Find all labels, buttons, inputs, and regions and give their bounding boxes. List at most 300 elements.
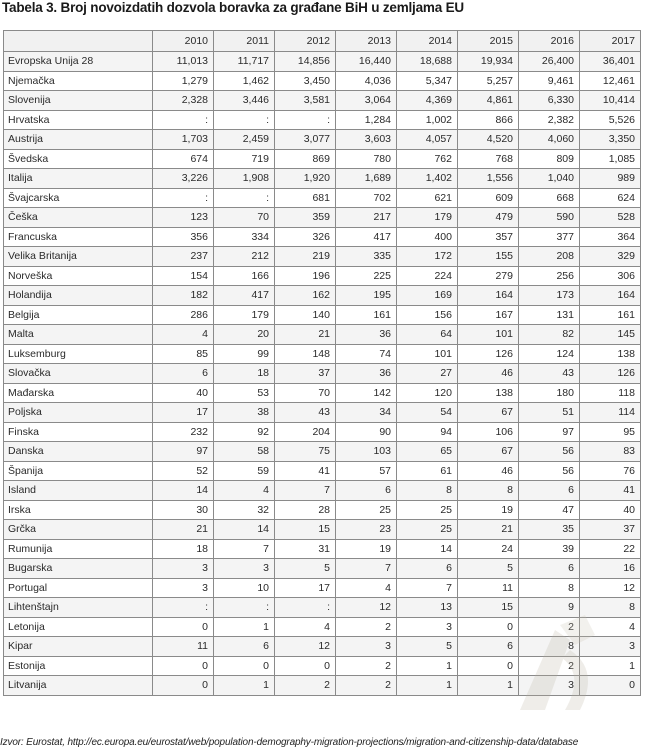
value-cell: 17	[153, 403, 214, 423]
value-cell: 182	[153, 286, 214, 306]
table-row	[4, 169, 641, 189]
value-cell: 3	[153, 559, 214, 579]
value-cell: 4,861	[458, 91, 519, 111]
value-cell: 2,459	[214, 130, 275, 150]
value-cell: 41	[580, 481, 641, 501]
value-cell: 16	[580, 559, 641, 579]
value-cell: 326	[275, 227, 336, 247]
value-cell: 681	[275, 188, 336, 208]
value-cell: 208	[519, 247, 580, 267]
value-cell: 2	[519, 617, 580, 637]
value-cell: 1	[397, 656, 458, 676]
value-cell: 217	[336, 208, 397, 228]
value-cell: 3	[580, 637, 641, 657]
value-cell: 6	[214, 637, 275, 657]
table-row	[4, 91, 641, 111]
value-cell: 8	[519, 578, 580, 598]
country-cell: Češka	[4, 208, 153, 228]
value-cell: 5	[458, 559, 519, 579]
country-cell: Evropska Unija 28	[4, 52, 153, 72]
table-row	[4, 637, 641, 657]
value-cell: 1,703	[153, 130, 214, 150]
value-cell: 5,257	[458, 71, 519, 91]
country-cell: Bugarska	[4, 559, 153, 579]
country-cell: Poljska	[4, 403, 153, 423]
table-title: Tabela 3. Broj novoizdatih dozvola boravka za građane BiH u zemljama EU	[2, 0, 464, 15]
value-cell: 0	[458, 656, 519, 676]
value-cell: 172	[397, 247, 458, 267]
value-cell: 7	[397, 578, 458, 598]
value-cell: 12	[580, 578, 641, 598]
value-cell: 11	[458, 578, 519, 598]
value-cell: 5,526	[580, 110, 641, 130]
value-cell: 14	[214, 520, 275, 540]
value-cell: 2,328	[153, 91, 214, 111]
value-cell: 6	[397, 559, 458, 579]
country-cell: Slovenija	[4, 91, 153, 111]
value-cell: 22	[580, 539, 641, 559]
value-cell: 92	[214, 422, 275, 442]
value-cell: 528	[580, 208, 641, 228]
value-cell: 6	[519, 481, 580, 501]
value-cell: 14,856	[275, 52, 336, 72]
value-cell: 10	[214, 578, 275, 598]
table-row	[4, 325, 641, 345]
value-cell: 103	[336, 442, 397, 462]
table-row	[4, 539, 641, 559]
value-cell: 145	[580, 325, 641, 345]
value-cell: 1	[214, 617, 275, 637]
value-cell: 67	[458, 403, 519, 423]
value-cell: 12	[275, 637, 336, 657]
value-cell: 38	[214, 403, 275, 423]
value-cell: 20	[214, 325, 275, 345]
country-cell: Francuska	[4, 227, 153, 247]
value-cell: 40	[580, 500, 641, 520]
value-cell: 11,013	[153, 52, 214, 72]
value-cell: 3,446	[214, 91, 275, 111]
value-cell: 180	[519, 383, 580, 403]
value-cell: 47	[519, 500, 580, 520]
value-cell: 19	[458, 500, 519, 520]
value-cell: 138	[458, 383, 519, 403]
country-cell: Njemačka	[4, 71, 153, 91]
value-cell: 118	[580, 383, 641, 403]
value-cell: 41	[275, 461, 336, 481]
value-cell: 30	[153, 500, 214, 520]
value-cell: :	[214, 598, 275, 618]
value-cell: 719	[214, 149, 275, 169]
value-cell: 3,603	[336, 130, 397, 150]
value-cell: 3,226	[153, 169, 214, 189]
value-cell: 2	[336, 656, 397, 676]
value-cell: 142	[336, 383, 397, 403]
value-cell: 204	[275, 422, 336, 442]
value-cell: :	[275, 110, 336, 130]
value-cell: 7	[336, 559, 397, 579]
value-cell: 768	[458, 149, 519, 169]
value-cell: 1,284	[336, 110, 397, 130]
value-cell: 306	[580, 266, 641, 286]
value-cell: 23	[336, 520, 397, 540]
value-cell: 3	[214, 559, 275, 579]
country-cell: Kipar	[4, 637, 153, 657]
value-cell: 357	[458, 227, 519, 247]
table-row	[4, 344, 641, 364]
value-cell: 232	[153, 422, 214, 442]
value-cell: 82	[519, 325, 580, 345]
country-cell: Grčka	[4, 520, 153, 540]
value-cell: 90	[336, 422, 397, 442]
value-cell: 4	[214, 481, 275, 501]
value-cell: 164	[458, 286, 519, 306]
value-cell: 8	[580, 598, 641, 618]
value-cell: 124	[519, 344, 580, 364]
value-cell: 11,717	[214, 52, 275, 72]
value-cell: 869	[275, 149, 336, 169]
value-cell: 25	[336, 500, 397, 520]
country-cell: Slovačka	[4, 364, 153, 384]
header-year-cell: 2016	[519, 31, 580, 52]
value-cell: 18	[214, 364, 275, 384]
value-cell: 1,002	[397, 110, 458, 130]
value-cell: 6	[519, 559, 580, 579]
value-cell: 256	[519, 266, 580, 286]
value-cell: 6	[458, 637, 519, 657]
value-cell: 8	[397, 481, 458, 501]
value-cell: 99	[214, 344, 275, 364]
value-cell: 334	[214, 227, 275, 247]
table-row	[4, 461, 641, 481]
value-cell: 1,556	[458, 169, 519, 189]
value-cell: 56	[519, 461, 580, 481]
value-cell: 15	[458, 598, 519, 618]
country-cell: Norveška	[4, 266, 153, 286]
value-cell: 0	[458, 617, 519, 637]
header-year-cell: 2010	[153, 31, 214, 52]
table-row	[4, 403, 641, 423]
value-cell: 0	[580, 676, 641, 696]
value-cell: :	[153, 188, 214, 208]
table-row	[4, 364, 641, 384]
value-cell: 61	[397, 461, 458, 481]
value-cell: 609	[458, 188, 519, 208]
value-cell: 224	[397, 266, 458, 286]
value-cell: 417	[214, 286, 275, 306]
value-cell: 14	[153, 481, 214, 501]
value-cell: 35	[519, 520, 580, 540]
value-cell: 162	[275, 286, 336, 306]
value-cell: 17	[275, 578, 336, 598]
value-cell: 34	[336, 403, 397, 423]
value-cell: 3	[153, 578, 214, 598]
value-cell: 53	[214, 383, 275, 403]
value-cell: 1,689	[336, 169, 397, 189]
value-cell: 3	[519, 676, 580, 696]
value-cell: 0	[275, 656, 336, 676]
value-cell: 27	[397, 364, 458, 384]
value-cell: 25	[397, 500, 458, 520]
value-cell: 1	[214, 676, 275, 696]
value-cell: 51	[519, 403, 580, 423]
value-cell: 70	[275, 383, 336, 403]
country-cell: Irska	[4, 500, 153, 520]
value-cell: 2	[519, 656, 580, 676]
table-row	[4, 559, 641, 579]
value-cell: 212	[214, 247, 275, 267]
value-cell: 161	[580, 305, 641, 325]
value-cell: 94	[397, 422, 458, 442]
value-cell: 780	[336, 149, 397, 169]
country-cell: Estonija	[4, 656, 153, 676]
value-cell: 74	[336, 344, 397, 364]
value-cell: 18	[153, 539, 214, 559]
table-row	[4, 305, 641, 325]
value-cell: 179	[214, 305, 275, 325]
value-cell: 39	[519, 539, 580, 559]
value-cell: 12	[336, 598, 397, 618]
header-year-cell: 2017	[580, 31, 641, 52]
source-note: Izvor: Eurostat, http://ec.europa.eu/eurostat/web/population-demography-migration-projections/migration-and-citizenship-data/database	[0, 737, 579, 748]
table-row	[4, 598, 641, 618]
value-cell: 335	[336, 247, 397, 267]
value-cell: 219	[275, 247, 336, 267]
value-cell: 624	[580, 188, 641, 208]
header-year-cell: 2015	[458, 31, 519, 52]
value-cell: 356	[153, 227, 214, 247]
value-cell: 400	[397, 227, 458, 247]
value-cell: 76	[580, 461, 641, 481]
value-cell: 196	[275, 266, 336, 286]
value-cell: 1,040	[519, 169, 580, 189]
value-cell: 31	[275, 539, 336, 559]
value-cell: 1	[580, 656, 641, 676]
value-cell: 1,462	[214, 71, 275, 91]
value-cell: 13	[397, 598, 458, 618]
value-cell: 140	[275, 305, 336, 325]
country-cell: Letonija	[4, 617, 153, 637]
country-cell: Mađarska	[4, 383, 153, 403]
table-row	[4, 52, 641, 72]
residence-permits-table	[3, 30, 641, 696]
value-cell: 1,908	[214, 169, 275, 189]
country-cell: Holandija	[4, 286, 153, 306]
value-cell: 59	[214, 461, 275, 481]
country-cell: Španija	[4, 461, 153, 481]
value-cell: 167	[458, 305, 519, 325]
value-cell: 64	[397, 325, 458, 345]
country-cell: Belgija	[4, 305, 153, 325]
value-cell: 18,688	[397, 52, 458, 72]
value-cell: 16,440	[336, 52, 397, 72]
value-cell: 809	[519, 149, 580, 169]
value-cell: 1,085	[580, 149, 641, 169]
value-cell: 123	[153, 208, 214, 228]
value-cell: 6	[153, 364, 214, 384]
value-cell: 21	[275, 325, 336, 345]
value-cell: 3	[397, 617, 458, 637]
value-cell: 114	[580, 403, 641, 423]
value-cell: 56	[519, 442, 580, 462]
value-cell: 161	[336, 305, 397, 325]
value-cell: 1	[458, 676, 519, 696]
value-cell: 179	[397, 208, 458, 228]
value-cell: 26,400	[519, 52, 580, 72]
value-cell: 364	[580, 227, 641, 247]
value-cell: 359	[275, 208, 336, 228]
value-cell: 762	[397, 149, 458, 169]
value-cell: 164	[580, 286, 641, 306]
value-cell: 24	[458, 539, 519, 559]
table-row	[4, 422, 641, 442]
value-cell: 57	[336, 461, 397, 481]
value-cell: 120	[397, 383, 458, 403]
value-cell: :	[275, 598, 336, 618]
value-cell: 166	[214, 266, 275, 286]
country-cell: Danska	[4, 442, 153, 462]
value-cell: :	[214, 110, 275, 130]
value-cell: 5	[397, 637, 458, 657]
value-cell: 25	[397, 520, 458, 540]
table-row	[4, 520, 641, 540]
value-cell: 9,461	[519, 71, 580, 91]
value-cell: 85	[153, 344, 214, 364]
value-cell: 0	[153, 656, 214, 676]
value-cell: 1	[397, 676, 458, 696]
value-cell: 83	[580, 442, 641, 462]
value-cell: 4	[336, 578, 397, 598]
country-cell: Portugal	[4, 578, 153, 598]
value-cell: 329	[580, 247, 641, 267]
value-cell: 169	[397, 286, 458, 306]
value-cell: 866	[458, 110, 519, 130]
value-cell: 2	[275, 676, 336, 696]
value-cell: 28	[275, 500, 336, 520]
value-cell: 126	[458, 344, 519, 364]
value-cell: 7	[214, 539, 275, 559]
table-row	[4, 208, 641, 228]
country-cell: Švajcarska	[4, 188, 153, 208]
value-cell: 3,450	[275, 71, 336, 91]
country-cell: Rumunija	[4, 539, 153, 559]
value-cell: 75	[275, 442, 336, 462]
value-cell: 36,401	[580, 52, 641, 72]
value-cell: 1,402	[397, 169, 458, 189]
value-cell: :	[153, 110, 214, 130]
value-cell: 156	[397, 305, 458, 325]
value-cell: 621	[397, 188, 458, 208]
table-row	[4, 71, 641, 91]
value-cell: 148	[275, 344, 336, 364]
value-cell: 9	[519, 598, 580, 618]
table-row	[4, 656, 641, 676]
value-cell: 377	[519, 227, 580, 247]
value-cell: 3,350	[580, 130, 641, 150]
value-cell: 19	[336, 539, 397, 559]
value-cell: 3	[336, 637, 397, 657]
value-cell: 97	[153, 442, 214, 462]
value-cell: 46	[458, 461, 519, 481]
country-cell: Island	[4, 481, 153, 501]
country-cell: Švedska	[4, 149, 153, 169]
value-cell: 2	[336, 676, 397, 696]
table-row	[4, 481, 641, 501]
country-cell: Lihtenštajn	[4, 598, 153, 618]
value-cell: 7	[275, 481, 336, 501]
value-cell: 97	[519, 422, 580, 442]
value-cell: 668	[519, 188, 580, 208]
value-cell: 173	[519, 286, 580, 306]
value-cell: 989	[580, 169, 641, 189]
value-cell: 21	[153, 520, 214, 540]
value-cell: 43	[519, 364, 580, 384]
table-row	[4, 227, 641, 247]
value-cell: 674	[153, 149, 214, 169]
value-cell: 4,060	[519, 130, 580, 150]
table-row	[4, 500, 641, 520]
value-cell: 11	[153, 637, 214, 657]
value-cell: :	[214, 188, 275, 208]
value-cell: 106	[458, 422, 519, 442]
value-cell: 3,064	[336, 91, 397, 111]
value-cell: 417	[336, 227, 397, 247]
value-cell: 4	[580, 617, 641, 637]
header-year-cell: 2012	[275, 31, 336, 52]
table-row	[4, 617, 641, 637]
value-cell: 3,077	[275, 130, 336, 150]
value-cell: 3,581	[275, 91, 336, 111]
value-cell: 2,382	[519, 110, 580, 130]
header-corner-cell	[4, 31, 153, 52]
value-cell: 65	[397, 442, 458, 462]
header-year-cell: 2014	[397, 31, 458, 52]
table-row	[4, 676, 641, 696]
country-cell: Luksemburg	[4, 344, 153, 364]
value-cell: 0	[153, 676, 214, 696]
value-cell: 0	[214, 656, 275, 676]
value-cell: 36	[336, 325, 397, 345]
country-cell: Velika Britanija	[4, 247, 153, 267]
country-cell: Austrija	[4, 130, 153, 150]
header-year-cell: 2011	[214, 31, 275, 52]
value-cell: 101	[397, 344, 458, 364]
value-cell: 4,057	[397, 130, 458, 150]
value-cell: 4,369	[397, 91, 458, 111]
table-row	[4, 266, 641, 286]
value-cell: 46	[458, 364, 519, 384]
value-cell: 8	[519, 637, 580, 657]
value-cell: 101	[458, 325, 519, 345]
value-cell: 40	[153, 383, 214, 403]
table-row	[4, 130, 641, 150]
value-cell: 14	[397, 539, 458, 559]
value-cell: 52	[153, 461, 214, 481]
value-cell: 70	[214, 208, 275, 228]
table-row	[4, 188, 641, 208]
value-cell: 126	[580, 364, 641, 384]
value-cell: 95	[580, 422, 641, 442]
table-row	[4, 578, 641, 598]
value-cell: 4	[275, 617, 336, 637]
value-cell: 2	[336, 617, 397, 637]
value-cell: 6,330	[519, 91, 580, 111]
value-cell: 131	[519, 305, 580, 325]
value-cell: 8	[458, 481, 519, 501]
value-cell: 36	[336, 364, 397, 384]
value-cell: 37	[275, 364, 336, 384]
table-row	[4, 442, 641, 462]
value-cell: 286	[153, 305, 214, 325]
